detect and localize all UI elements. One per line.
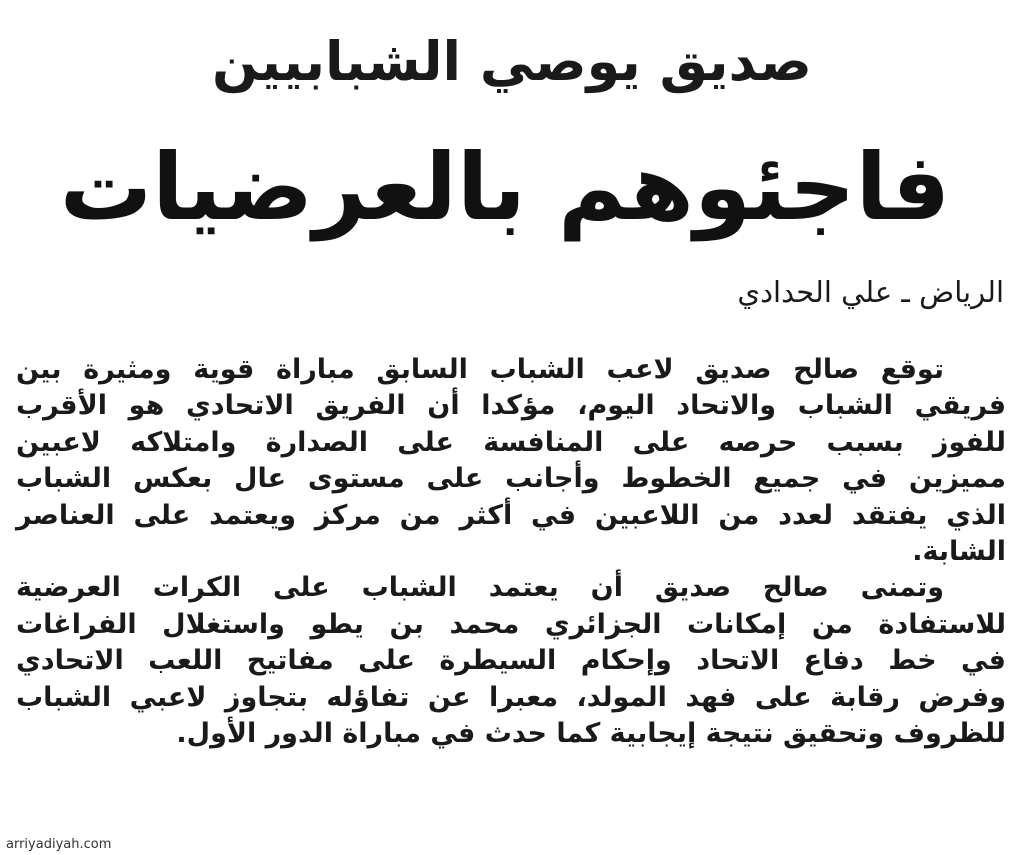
paragraph-line: مميزين في جميع الخطوط وأجانب على مستوى عال بعكس الشباب [16,463,1006,495]
paragraph-line: للفوز بسبب حرصه على المنافسة على الصدارة وامتلاكه لاعبين [16,426,1006,458]
paragraph-line: للظروف وتحقيق نتيجة إيجابية كما حدث في مباراة الدور الأول. [176,717,1006,749]
paragraph-line: توقع صالح صديق لاعب الشباب السابق مباراة قوية ومثيرة بين [16,354,944,385]
article-body [16,352,1006,752]
paragraph-line: الذي يفتقد لعدد من اللاعبين في أكثر من مركز ويعتمد على العناصر [16,499,1006,531]
paragraph-line: للاستفادة من إمكانات الجزائري محمد بن يطو واستغلال الفراغات [16,608,1006,640]
article-headline: فاجئوهم بالعرضيات [59,134,951,241]
article-kicker: صديق يوصي الشبابيين [212,30,812,93]
paragraph-line: في خط دفاع الاتحاد وإحكام السيطرة على مفاتيح اللعب الاتحادي [16,645,1006,677]
paragraph-line: وفرض رقابة على فهد المولد، معبرا عن تفاؤله بتجاوز لاعبي الشباب [16,681,1006,713]
site-watermark: arriyadiyah.com [6,837,112,852]
paragraph-line: وتمنى صالح صديق أن يعتمد الشباب على الكرات العرضية [16,572,944,604]
paragraph-line: الشابة. [912,535,1006,567]
paragraph-line: فريقي الشباب والاتحاد اليوم، مؤكدا أن الفريق الاتحادي هو الأقرب [16,390,1006,422]
article-byline: الرياض ـ علي الحدادي [737,275,1004,309]
